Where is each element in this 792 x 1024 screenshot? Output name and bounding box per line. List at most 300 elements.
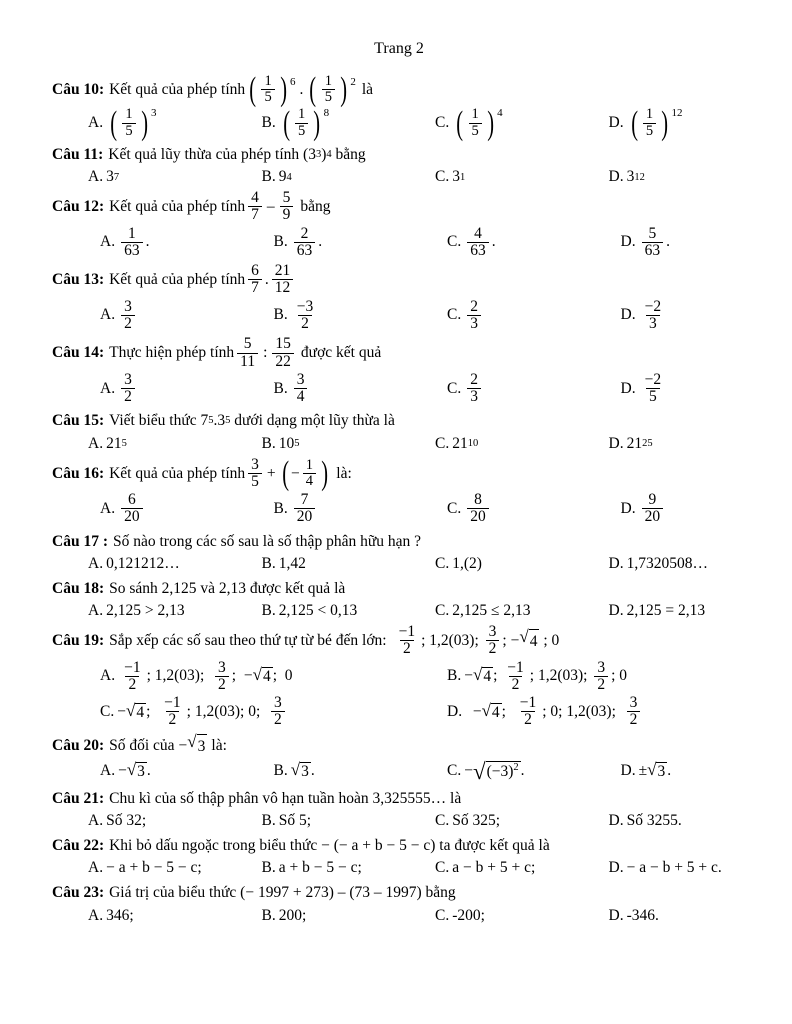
option-b[interactable] [262,859,436,877]
option-value: 2,125 > 2,13 [106,602,185,620]
exponent-1: 5 [208,415,214,427]
option-d[interactable] [621,761,792,781]
divide-operator: : [263,344,268,362]
question-16 [52,454,746,526]
left-paren: ( [110,104,118,142]
question-10-text-post: là [361,81,373,99]
sep: ; [146,702,159,720]
option-exponent: 1 [459,171,466,183]
fraction [469,107,482,138]
option-lead: A. [88,906,104,924]
question-16-text-post: là: [336,464,352,482]
option-c[interactable] [435,907,609,925]
option-lead: D. [620,499,636,517]
option-exponent: 10 [467,438,479,450]
question-19 [52,624,746,729]
denominator: 2 [121,388,135,405]
numerator: 7 [300,491,309,509]
denominator: 5 [322,89,335,105]
option-value: 10 [278,434,295,452]
question-22-label: Câu 22: [52,837,105,855]
option-c[interactable] [447,760,621,783]
separator: ; [421,632,430,650]
question-15-stem [52,409,746,432]
radicand: 4 [262,668,271,686]
right-paren: ) [313,104,321,142]
option-value [467,492,489,526]
denominator: 4 [303,473,316,489]
sep: ; [199,667,213,685]
option-value [294,372,308,406]
radical-sign: √ [252,665,262,685]
denominator: 63 [642,242,664,259]
question-12-stem [52,190,746,224]
option-value: − a − b + 5 + c. [626,859,722,877]
option-c[interactable] [447,492,621,526]
option-a[interactable] [88,104,262,142]
option-value: Số 3255. [626,812,682,830]
sep: ; [583,667,592,685]
denominator: 5 [122,123,135,139]
question-22 [52,834,746,877]
sep: ; [611,702,624,720]
question-20-expression [179,733,208,758]
option-a[interactable] [100,660,447,694]
denominator: 2 [509,676,523,693]
question-13-text: Kết quả của phép tính [109,271,246,289]
radical-sign: √ [647,760,657,780]
option-lead: D. [608,906,624,924]
option-b[interactable] [262,602,436,620]
exponent: 4 [497,107,503,120]
denominator: 63 [467,242,489,259]
denominator: 20 [121,508,143,525]
radical-sign: √ [519,627,529,647]
question-19-options-row2 [52,695,792,729]
question-16-options [52,492,792,526]
option-c[interactable] [100,695,447,729]
radicand: 4 [529,629,540,653]
question-14-text-post: được kết quả [300,344,382,362]
option-tail: . [667,762,672,780]
sep: ; [493,667,502,685]
minus-sign: − [290,464,300,482]
fraction-1 [248,263,262,297]
question-19-sequence [393,624,560,658]
option-d[interactable] [608,104,783,142]
option-tail: . [318,233,323,251]
option-lead: C. [100,702,115,720]
radicand: 4 [491,703,500,721]
exponent: 6 [290,76,296,88]
question-23-text: Giá trị của biểu thức (− 1997 + 273) – (73 – 1997) bằng [109,884,456,902]
fraction [121,660,144,694]
question-10 [52,71,746,142]
option-b[interactable] [262,435,436,453]
numerator: 8 [474,491,482,509]
option-c[interactable] [435,602,609,620]
fraction-1 [248,457,262,491]
question-13-options [52,299,792,333]
option-lead: D. [608,859,624,877]
option-value [121,372,135,406]
option-d[interactable] [609,859,783,877]
option-lead: B. [273,762,288,780]
denominator: 2 [121,315,135,332]
fraction-1 [237,336,258,370]
option-b[interactable] [262,907,436,925]
question-18-stem [52,577,746,600]
denominator: 63 [121,242,143,259]
option-value [294,299,317,333]
option-lead: C. [447,499,462,517]
option-c[interactable] [435,104,609,142]
question-23-stem [52,881,746,904]
denominator: 5 [643,123,656,139]
option-value: 3 [452,168,460,186]
radicand: 4 [483,668,492,686]
question-15-label: Câu 15: [52,412,105,430]
option-d[interactable] [609,907,783,925]
question-14-label: Câu 14: [52,344,105,362]
question-18-options [52,602,782,620]
left-paren: ( [456,104,464,142]
question-17-text: Số nào trong các số sau là số thập phân hữu hạn ? [112,532,421,550]
option-c[interactable] [435,555,609,573]
option-lead: C. [435,859,450,877]
option-lead: B. [261,812,276,830]
question-17-stem [52,530,746,553]
option-lead: A. [88,434,104,452]
option-tail: . [145,233,150,251]
denominator: 20 [467,508,489,525]
option-value [642,299,665,333]
option-value: 2,125 = 2,13 [626,602,706,620]
question-23-label: Câu 23: [52,884,105,902]
option-value: 21 [626,434,643,452]
zero-value: 0 [551,632,560,650]
question-13-label: Câu 13: [52,271,105,289]
option-a[interactable] [100,492,274,526]
numerator: 5 [648,224,657,242]
numerator: 3 [124,297,132,315]
option-lead: C. [435,554,450,572]
numerator: 4 [251,189,259,207]
numerator: −3 [296,297,314,315]
numerator: −1 [124,658,141,676]
exponent: 2 [350,76,356,88]
page-title: Trang 2 [374,40,424,57]
option-a[interactable] [100,761,274,781]
radical-sign: √ [472,665,483,685]
option-a[interactable] [88,555,262,573]
option-a[interactable] [100,372,274,406]
numerator: 3 [124,370,132,388]
option-b[interactable] [262,168,436,186]
numerator: 4 [474,224,482,242]
option-lead: B. [273,306,288,324]
numerator: 3 [629,694,638,712]
radicand: 3 [301,763,309,781]
option-d[interactable] [621,226,792,260]
option-value: 1,42 [278,554,306,572]
left-paren: ( [281,454,289,492]
option-lead: B. [261,168,276,186]
numerator: 3 [218,658,226,676]
option-a[interactable] [88,602,262,620]
option-a[interactable] [88,168,262,186]
option-c[interactable] [447,372,621,406]
option-value [642,492,664,526]
question-21-options [52,812,782,830]
option-value [642,372,665,406]
square-root [127,761,147,781]
option-a[interactable] [88,859,262,877]
question-12-label: Câu 12: [52,198,105,216]
square-root [647,761,667,781]
denominator: 7 [248,206,262,223]
option-value [121,226,143,260]
radical-sign: √ [290,760,301,780]
base-2: 3 [217,412,226,430]
option-lead: B. [447,667,462,685]
option-c[interactable] [447,299,621,333]
minus: − [178,736,188,754]
option-value: 3 [106,168,114,186]
option-lead: A. [88,859,104,877]
option-a[interactable] [88,907,262,925]
option-exponent: 25 [642,438,653,450]
question-15-text: Viết biểu thức 7 [109,412,209,430]
option-lead: A. [88,114,104,132]
option-value: Số 32; [106,812,147,830]
option-exponent: 5 [294,438,300,450]
numerator: 6 [127,491,136,509]
option-a[interactable] [100,299,274,333]
option-d[interactable] [621,299,792,333]
option-value: a + b − 5 − c; [278,859,362,877]
option-lead: B. [261,906,276,924]
option-exponent: 4 [286,171,292,183]
option-value: 0,121212… [106,554,180,572]
question-11-label: Câu 11: [52,145,104,163]
option-lead: A. [88,554,104,572]
option-c[interactable] [435,859,609,877]
question-17-label: Câu 17 : [52,532,108,550]
decimal-value: 1,2(03) [537,667,584,685]
option-a[interactable] [88,435,262,453]
fraction [295,107,308,138]
question-12-text-post: bằng [300,198,331,216]
question-14-options [52,372,792,406]
option-value [294,492,316,526]
exponent: 3 [150,107,157,120]
option-d[interactable] [609,435,783,453]
option-b[interactable] [262,812,436,830]
numerator: −1 [164,694,181,712]
square-root [291,761,311,781]
question-23-options [52,907,782,925]
fraction [322,74,335,105]
fraction-2 [303,458,316,489]
question-16-label: Câu 16: [52,464,105,482]
option-value: Số 325; [452,812,501,830]
inner-exponent: 3 [315,148,322,160]
option-c[interactable] [435,812,609,830]
denominator: 5 [469,123,482,139]
option-d[interactable] [621,372,792,406]
denominator: 2 [627,711,641,728]
right-paren: ) [321,454,329,492]
question-17-options [52,555,782,573]
denominator: 2 [486,640,500,657]
decimal-value: 1,2(03) [566,702,612,720]
denominator: 5 [646,388,660,405]
option-b[interactable] [274,226,448,260]
option-value: -200; [452,906,485,924]
sep: ; [186,702,195,720]
option-lead: C. [435,114,450,132]
option-c[interactable] [447,226,621,260]
question-10-expression-2 [307,71,356,109]
option-a[interactable] [88,812,262,830]
option-b[interactable] [261,104,436,142]
option-tail: . [146,762,151,780]
question-12-text: Kết quả của phép tính [109,198,246,216]
right-paren: ) [487,104,494,142]
radicand: 4 [136,703,145,721]
option-value [121,299,135,333]
question-10-label: Câu 10: [52,81,105,99]
right-paren: ) [661,104,669,142]
question-19-options-row1 [52,660,792,694]
decimal-value: 1,2(03) [429,632,475,650]
left-paren: ( [630,104,638,142]
numerator: 2 [470,297,478,315]
numerator: −2 [644,370,662,388]
question-21-text: Chu kì của số thập phân vô hạn tuần hoàn 3,325555… là [109,789,462,807]
question-19-label: Câu 19: [52,632,105,650]
option-value [467,226,489,260]
numerator: 1 [305,456,313,473]
option-d[interactable] [609,602,783,620]
dot-operator: . [264,271,269,289]
sep: ; [558,702,567,720]
fraction [122,107,135,138]
option-b[interactable] [274,372,448,406]
option-exponent: 5 [121,438,127,450]
square-root [482,702,502,722]
question-13 [52,263,746,332]
right-paren: ) [140,104,148,142]
option-b[interactable] [262,555,436,573]
option-d[interactable] [609,555,783,573]
option-lead: A. [100,667,116,685]
option-lead: C. [435,812,450,830]
denominator: 2 [521,711,535,728]
radicand: 3 [657,763,666,781]
option-lead: D. [608,434,624,452]
option-c[interactable] [435,435,609,453]
zero-value: 0 [248,702,256,720]
denominator: 2 [125,676,139,693]
question-10-text: Kết quả của phép tính [109,81,246,99]
option-c[interactable] [435,168,609,186]
option-b[interactable] [274,492,448,526]
option-b[interactable] [447,660,792,694]
denominator: 3 [467,388,481,405]
option-value: a − b + 5 + c; [452,859,536,877]
fraction-1 [248,190,262,224]
outer-exponent: 4 [326,148,332,160]
numerator: −1 [519,694,537,712]
option-exponent: 7 [113,171,120,183]
numerator: 6 [251,262,259,280]
numerator: 1 [298,106,306,123]
question-20-stem [52,733,746,758]
sep: ; − [231,667,253,685]
question-14 [52,336,746,405]
numerator: −1 [507,658,524,676]
minus: − [464,667,473,685]
question-21-stem [52,787,746,810]
exponent-2: 5 [225,415,231,427]
option-lead: D. [620,762,636,780]
option-value: 1,7320508… [626,554,708,572]
option-value: 21 [106,434,122,452]
right-paren: ) [279,71,287,109]
option-b[interactable] [274,299,448,333]
question-14-stem [52,336,746,370]
denominator: 5 [295,123,308,139]
option-d[interactable] [609,168,783,186]
plus-minus: ± [638,762,648,780]
zero-value: 0 [550,702,559,720]
option-value [642,226,664,260]
option-lead: B. [261,114,276,132]
option-lead: D. [608,114,624,132]
option-value [108,104,157,142]
option-value [629,104,683,142]
dot-operator: . [213,412,218,430]
option-lead: C. [447,379,462,397]
option-value: 1,(2) [452,554,482,572]
option-d[interactable] [609,812,783,830]
denominator: 22 [272,353,294,370]
denominator: 2 [166,711,180,728]
fraction [261,74,274,105]
left-paren: ( [249,71,257,109]
option-b[interactable] [274,761,448,781]
option-d[interactable] [447,695,792,729]
option-lead: C. [447,233,462,251]
option-lead: C. [447,306,462,324]
option-d[interactable] [621,492,792,526]
option-lead: B. [273,499,288,517]
question-23 [52,881,746,924]
square-root [187,733,207,758]
numerator: 5 [243,335,252,353]
option-a[interactable] [100,226,274,260]
question-11-stem [52,143,746,166]
question-20-label: Câu 20: [52,736,105,754]
fraction [271,695,285,729]
fraction [215,660,229,694]
fraction [627,695,641,729]
fraction [504,660,527,694]
denominator: 2 [400,640,414,657]
exponent: 12 [671,107,683,120]
